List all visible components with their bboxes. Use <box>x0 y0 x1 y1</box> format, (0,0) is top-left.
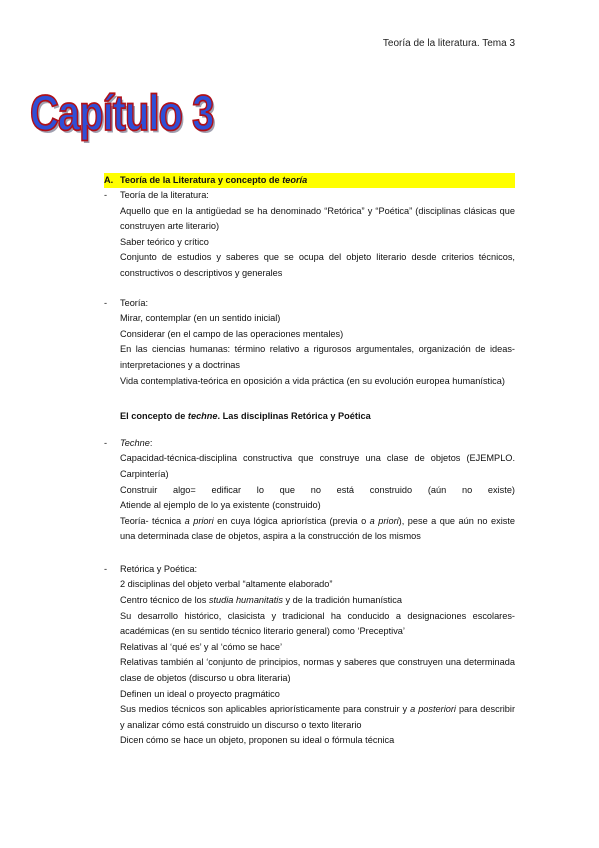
bullet-dash: - <box>104 297 108 308</box>
section-a-title-text: Teoría de la Literatura y concepto de <box>120 175 283 185</box>
section-a-title-em: teoría <box>282 175 308 185</box>
item-title-suffix: : <box>149 437 153 448</box>
item-line-text: y de la tradición humanística <box>282 595 402 606</box>
item-line-em: studia humanitatis <box>208 595 283 606</box>
item-line <box>120 514 515 545</box>
item-line <box>120 702 515 733</box>
item-line: Su desarrollo histórico, clasicista y tradicional ha conducido a designaciones escolares-académicas (en su sentido técnico literario general) como ‘Preceptiva’ <box>120 610 515 637</box>
section-a-number: A. <box>104 175 114 185</box>
item-title: Teoría: <box>120 297 149 308</box>
subhead-em: techne <box>187 411 218 422</box>
item-title: Teoría de la literatura: <box>120 190 209 200</box>
bullet-dash: - <box>104 190 108 200</box>
item-line: Conjunto de estudios y saberes que se ocupa del objeto literario desde criterios técnicos, constructivos o descriptivos y generales <box>120 252 515 278</box>
item-line-em: a posteriori <box>410 704 456 715</box>
chapter-title: Capítulo 3 <box>30 86 214 141</box>
list-item-teoria <box>104 296 515 390</box>
section-a-title <box>120 173 307 188</box>
item-line-text: para describir y analizar cómo está construido un discurso o texto literario <box>120 704 516 730</box>
page-header: Teoría de la literatura. Tema 3 <box>382 38 515 49</box>
subhead-text: El concepto de <box>120 411 188 422</box>
bullet-dash: - <box>104 563 108 574</box>
document-body <box>104 173 515 749</box>
item-line: Vida contemplativa-teórica en oposición a vida práctica (en su evolución europea humanística) <box>120 375 505 386</box>
item-line: Construir algo= edificar lo que no está construido (aún no existe) <box>120 484 515 495</box>
item-line-text: Sus medios técnicos son aplicables apriorísticamente para construir y <box>120 704 411 715</box>
item-line: Considerar (en el campo de las operaciones mentales) <box>120 328 344 339</box>
item-title-em: Techne <box>120 437 150 448</box>
item-line: Relativas al ‘qué es’ y al ‘cómo se hace’ <box>120 641 283 652</box>
item-line-text: ), pese a que aún no existe una determinada clase de objetos, aspira a la construcción de los mismos <box>120 515 515 542</box>
item-title <box>120 436 515 452</box>
item-title: Retórica y Poética: <box>120 563 198 574</box>
subsection-heading <box>104 409 515 425</box>
list-item-teoria-literatura <box>104 188 515 282</box>
item-line: Capacidad-técnica-disciplina constructiva que construye una clase de objetos (EJEMPLO. Carpintería) <box>120 453 515 479</box>
item-line-text: Teoría- técnica <box>120 515 185 526</box>
list-item-techne <box>104 436 515 545</box>
item-line-em: a priori <box>184 515 214 526</box>
item-line: Aquello que en la antigüedad se ha denominado “Retórica” y “Poética” (disciplinas clásicas que construyen arte literario) <box>120 205 515 232</box>
bullet-dash: - <box>104 437 108 448</box>
item-line: En las ciencias humanas: término relativo a rigurosos argumentales, organización de ideas-interpretaciones y a doctrinas <box>120 344 515 370</box>
list-item-retorica-poetica <box>104 562 515 749</box>
item-line: Dicen cómo se hace un objeto, proponen su ideal o fórmula técnica <box>120 735 395 746</box>
item-line-em: a priori <box>369 515 399 526</box>
item-line: Saber teórico y crítico <box>120 236 209 247</box>
item-line: Atiende al ejemplo de lo ya existente (construido) <box>120 500 321 511</box>
item-line-text: Centro técnico de los <box>120 595 209 606</box>
item-line: Relativas también al ‘conjunto de principios, normas y saberes que construyen una determinada clase de objetos (discurso u obra literaria) <box>120 657 515 684</box>
item-line: Mirar, contemplar (en un sentido inicial) <box>120 313 281 324</box>
item-line: 2 disciplinas del objeto verbal “altamente elaborado” <box>120 579 333 590</box>
subhead-text-post: . Las disciplinas Retórica y Poética <box>217 411 371 422</box>
section-a-heading <box>104 173 515 188</box>
item-line-text: en cuya lógica apriorística (previa o <box>213 515 370 526</box>
item-line <box>120 593 515 609</box>
item-line: Definen un ideal o proyecto pragmático <box>120 688 280 699</box>
